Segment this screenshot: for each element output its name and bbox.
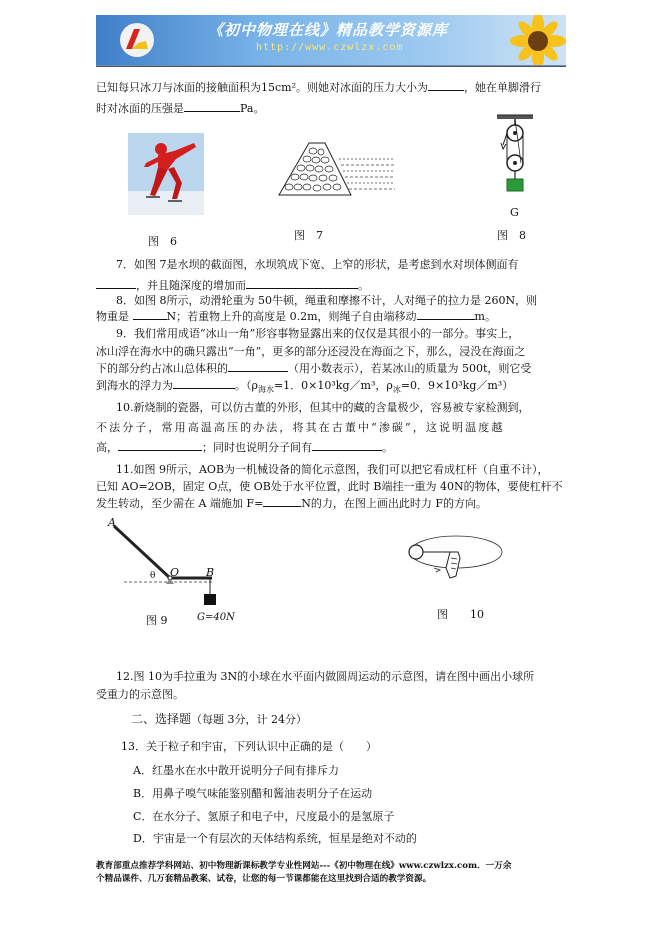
section2-note: （每题 3分，计 24分） bbox=[191, 713, 308, 726]
q12-line2: 受重力的示意图。 bbox=[96, 688, 184, 701]
q9-line4-b: 。（ρ bbox=[235, 379, 258, 392]
q12-line1: 12.图 10为手拉重为 3N的小球在水平面内做圆周运动的示意图，请在图中画出小球所 bbox=[116, 670, 535, 683]
figure9-label-B: B bbox=[206, 566, 215, 579]
intro-line1-end: ，她在单脚滑行 bbox=[464, 81, 541, 94]
q9-line3-b: （用小数表示），若某冰山的质量为 500t，则它受 bbox=[288, 362, 532, 375]
q7-line2-tail: 。 bbox=[358, 279, 369, 292]
intro-line1 bbox=[96, 77, 541, 98]
blank bbox=[96, 277, 136, 289]
figure9-label-O: O bbox=[170, 566, 180, 579]
blank bbox=[228, 360, 288, 372]
q9-line3-a: 下的部分约占冰山总体积的 bbox=[96, 362, 228, 375]
blank bbox=[312, 439, 382, 451]
q8-line1: 8．如图 8所示，动滑轮重为 50牛顿，绳重和摩擦不计，人对绳子的拉力是 260N，则 bbox=[116, 294, 538, 307]
blank bbox=[417, 308, 475, 320]
q9-line1: 9．我们常用成语“冰山一角”形容事物显露出来的仅仅是其很小的一部分。事实上， bbox=[116, 327, 520, 340]
q13-option-a: A．红墨水在水中散开说明分子间有排斥力 bbox=[133, 764, 339, 777]
site-logo-icon bbox=[118, 21, 156, 59]
q11-line3-b: N的力，在图上画出此时力 F的方向。 bbox=[301, 497, 488, 510]
q10-line1: 10.新烧制的瓷器，可以仿古董的外形，但其中的藏的含量极少，容易被专家检测到， bbox=[116, 401, 530, 414]
section2-title: 二、选择题 bbox=[131, 712, 192, 726]
intro-line2-end: Pa。 bbox=[240, 102, 265, 115]
figure6-caption: 图 6 bbox=[148, 235, 177, 248]
sunflower-icon bbox=[498, 15, 566, 66]
blank bbox=[428, 79, 464, 91]
header-banner bbox=[96, 15, 566, 66]
figure8-weight-label: G bbox=[510, 206, 519, 219]
q8-line2-a: 物重是 bbox=[96, 310, 129, 323]
intro-line1-text: 已知每只冰刀与冰面的接触面积为15cm²。则她对冰面的压力大小为 bbox=[96, 81, 428, 94]
figure8-caption: 图 8 bbox=[497, 229, 526, 242]
q11-line2: 已知 AO=2OB，固定 O点，使 OB处于水平位置，此时 B端挂一重为 40N的物体，要使杠杆不 bbox=[96, 480, 563, 493]
intro-line2 bbox=[96, 98, 264, 119]
q11-line3-a: 发生转动，至少需在 A 端施加 F= bbox=[96, 497, 264, 510]
blank bbox=[133, 308, 167, 320]
q10-line2: 不法分子，常用高温高压的办法，将其在古董中“渗碳”，这说明温度越 bbox=[96, 421, 505, 434]
figure9-label-A: A bbox=[108, 516, 116, 529]
figure7-caption: 图 7 bbox=[294, 229, 323, 242]
q13-option-b: B．用鼻子嗅气味能鉴别醋和酱油表明分子在运动 bbox=[133, 787, 373, 800]
q9-rho-ice-sub: 冰 bbox=[392, 385, 401, 395]
q9-line2: 冰山浮在海水中的确只露出“一角”，更多的部分还浸没在海面之下，那么，浸没在海面之 bbox=[96, 345, 526, 358]
intro-line2-text: 时对冰面的压强是 bbox=[96, 102, 184, 115]
figure8-pulley-diagram bbox=[493, 113, 537, 218]
q9-line4-c: =1．0×10³kg／m³，ρ bbox=[273, 379, 393, 392]
header-rule bbox=[96, 66, 566, 67]
page-footer bbox=[96, 860, 571, 886]
banner-url: http://www.czwlzx.com bbox=[256, 42, 404, 53]
blank bbox=[118, 439, 202, 451]
figure9-weight-label: G=40N bbox=[197, 612, 235, 623]
figure9-label-theta: θ bbox=[150, 571, 156, 581]
figure6-skater-photo bbox=[128, 133, 204, 215]
figure7-dam-diagram bbox=[273, 139, 397, 197]
footer-line2: 个精品课件、几万套精品教案、试卷，让您的每一节课都能在这里找到合适的教学资源。 bbox=[96, 874, 432, 884]
blank bbox=[173, 377, 235, 389]
q7-line2-text: ，并且随深度的增加而 bbox=[136, 279, 246, 292]
q13-option-c: C．在水分子、氢原子和电子中，尺度最小的是氢原子 bbox=[133, 810, 395, 823]
blank bbox=[184, 100, 240, 112]
q7-line1: 7．如图 7是水坝的截面图，水坝筑成下宽、上窄的形状，是考虑到水对坝体侧面有 bbox=[116, 258, 519, 271]
q10-line3 bbox=[96, 437, 393, 458]
blank bbox=[246, 277, 358, 289]
blank bbox=[263, 495, 301, 507]
figure9-caption: 图 9 bbox=[146, 614, 168, 627]
q8-line2-b: N；若重物上升的高度是 0.2m，则绳子自由端移动 bbox=[166, 310, 417, 323]
q10-line3-b: ；同时也说明分子间有 bbox=[202, 441, 312, 454]
banner-title: 《初中物理在线》精品教学资源库 bbox=[208, 21, 449, 39]
q10-line3-a: 高， bbox=[96, 441, 118, 454]
q10-line3-c: 。 bbox=[382, 441, 393, 454]
q9-line4-d: =0．9×10³kg／m³） bbox=[400, 379, 514, 392]
q8-line2-c: m。 bbox=[474, 310, 496, 323]
q13-stem: 13．关于粒子和宇宙，下列认识中正确的是（ ） bbox=[121, 740, 377, 753]
figure10-caption: 图 10 bbox=[437, 608, 484, 621]
section2-heading bbox=[131, 710, 307, 727]
figure10-circular-motion-diagram bbox=[404, 528, 508, 600]
q11-line3 bbox=[96, 493, 487, 514]
q11-line1: 11.如图 9所示，AOB为一机械设备的简化示意图，我们可以把它看成杠杆（自重不计）， bbox=[116, 463, 549, 476]
q9-rho-seawater-sub: 海水 bbox=[257, 385, 274, 395]
q13-option-d: D．宇宙是一个有层次的天体结构系统，恒星是绝对不动的 bbox=[133, 832, 417, 845]
q9-line4-a: 到海水的浮力为 bbox=[96, 379, 173, 392]
footer-line1: 教育部重点推荐学科网站、初中物理新课标教学专业性网站---《初中物理在线》www.czwlzx.com．一万余 bbox=[96, 861, 512, 871]
